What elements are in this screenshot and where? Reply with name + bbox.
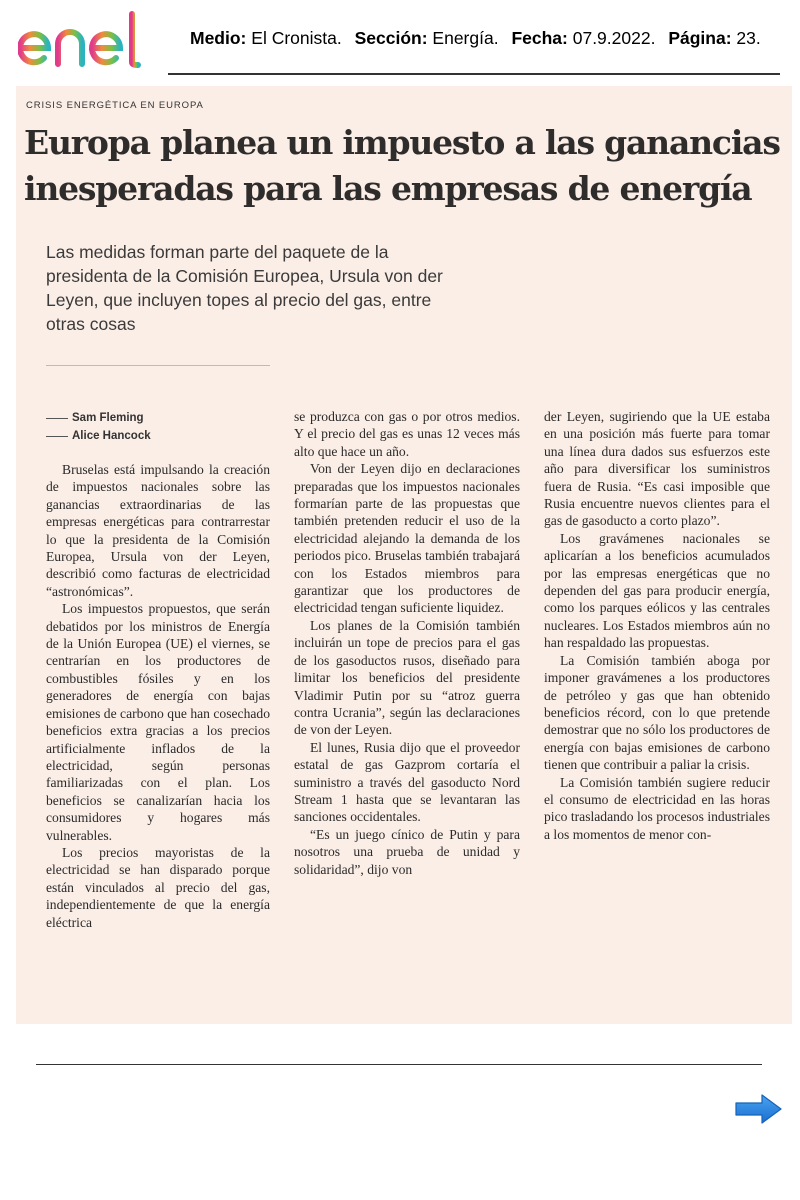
paragraph: Bruselas está impulsando la creación de impuestos nacionales sobre las ganancias extraordinarias de las empresas energéticas para contrarrestar lo que la presidenta de la Comisión Europea, Ursula von der Leyen, describió como facturas de electricidad “astronómicas”. [46, 462, 270, 599]
paragraph: der Leyen, sugiriendo que la UE estaba en una posición más fuerte para tomar una línea dura dados sus esfuerzos este año para diversificar los suministros fuera de Rusia. “Es casi imposible que Rusia encuentre nuevos clientes para el gas de gasoducto a corto plazo”. [544, 409, 770, 529]
paragraph: Los impuestos propuestos, que serán debatidos por los ministros de Energía de la Unión Europea (UE) el viernes, se centrarían en los productores de combustibles fósiles y en los generadores de energía con bajas emisiones de carbono que han cosechado beneficios extra gracias a los precios artificialmente inflados de la electricidad, según personas familiarizadas con el plan. Los beneficios se canalizarían hacia los consumidores y hogares más vulnerables. [46, 601, 270, 843]
pagina-label: Página: [668, 28, 732, 48]
fecha-value: 07.9.2022. [572, 28, 656, 48]
paragraph: Los planes de la Comisión también incluirán un tope de precios para el gas de los gasoductos rusos, diseñado para limitar los beneficios del presidente Vladimir Putin por su “atroz guerra contra Ucrania”, según las declaraciones de von der Leyen. [294, 617, 520, 738]
paragraph: La Comisión también aboga por imponer gravámenes a los productores de petróleo y gas que han obtenido beneficios récord, con lo que pretende demostrar que no sólo los productores de energía con bajas emisiones de carbono tienen que contribuir a paliar la crisis. [544, 652, 770, 773]
paragraph: La Comisión también sugiere reducir el consumo de electricidad en las horas pico trasladando los procesos industriales a los momentos de menor con- [544, 774, 770, 842]
article-column-3 [544, 408, 770, 843]
article-kicker: CRISIS ENERGÉTICA EN EUROPA [26, 100, 204, 111]
article-column-2 [294, 408, 520, 878]
paragraph: Los precios mayoristas de la electricidad se han disparado porque están vinculados al precio del gas, independientemente de que la energía eléctrica [46, 844, 270, 930]
header-divider [168, 73, 780, 75]
arrow-right-icon[interactable] [734, 1092, 784, 1126]
paragraph: Von der Leyen dijo en declaraciones preparadas que los impuestos nacionales formarían parte de las propuestas que también pretenden reducir el uso de la electricidad alejando la demanda de los periodos pico. Bruselas también trabajará con los Estados miembros para garantizar que los productores de electricidad tengan suficiente liquidez. [294, 461, 520, 616]
subhead-divider [46, 365, 270, 366]
article-headline: Europa planea un impuesto a las ganancias inesperadas para las empresas de energía [24, 123, 780, 208]
medio-value: El Cronista. [251, 28, 342, 48]
article-column-1 [46, 461, 270, 931]
author-name: Alice Hancock [72, 430, 151, 442]
author-1 [46, 409, 151, 427]
footer-divider [36, 1064, 762, 1065]
author-2 [46, 427, 151, 445]
fecha-label: Fecha: [511, 28, 568, 48]
paragraph: Los gravámenes nacionales se aplicarían a los beneficios acumulados por las empresas energéticas que no dependen del gas para producir energía, como los parques eólicos y las centrales nucleares. Los Estados miembros aún no han respaldado las propuestas. [544, 530, 770, 651]
seccion-value: Energía. [432, 28, 499, 48]
paragraph: “Es un juego cínico de Putin y para nosotros una prueba de unidad y solidaridad”, dijo von [294, 826, 520, 877]
byline [46, 409, 151, 445]
seccion-label: Sección: [354, 28, 428, 48]
article-subhead: Las medidas forman parte del paquete de la presidenta de la Comisión Europea, Ursula von der Leyen, que incluyen topes al precio del gas, entre otras cosas [46, 242, 443, 334]
pagina-value: 23. [736, 28, 761, 48]
enel-logo [18, 8, 168, 68]
author-name: Sam Fleming [72, 412, 144, 424]
paragraph: se produzca con gas o por otros medios. Y el precio del gas es unas 12 veces más alto que hace un año. [294, 409, 520, 459]
clipping-metadata [190, 28, 761, 49]
paragraph: El lunes, Rusia dijo que el proveedor estatal de gas Gazprom cortaría el suministro a través del gasoducto Nord Stream 1 hasta que se levantaran las sanciones occidentales. [294, 739, 520, 825]
medio-label: Medio: [190, 28, 247, 48]
